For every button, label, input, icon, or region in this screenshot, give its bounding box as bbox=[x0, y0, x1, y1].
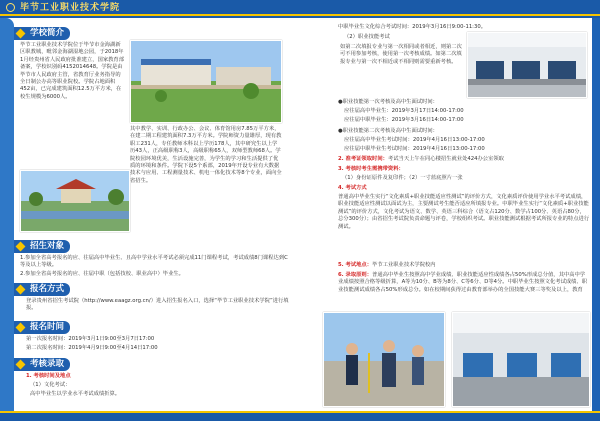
admission-ticket-label: 2. 准考证领取时间： bbox=[338, 156, 388, 162]
banner-stripe bbox=[0, 14, 600, 16]
exam-round1-title: ●职业技能第一次考核及高中生面试时间： bbox=[338, 99, 438, 105]
left-decoration bbox=[0, 18, 14, 421]
exam-round1-line1: 应往届高中毕业生：2019年3月17日14:00-17:00 bbox=[344, 108, 464, 114]
heading-exam: 考核录取 bbox=[14, 358, 70, 371]
materials-label: 3. 考核时考生需携带资料： bbox=[338, 166, 404, 172]
exam-location-text: 毕节工业职业技术学院校内 bbox=[372, 262, 436, 268]
heading-school-intro: 学校简介 bbox=[14, 27, 70, 40]
school-intro-para1: 毕节工业职业技术学院位于毕节市金海湖新区职教城，毗邻金海湖湿地公园，于2018年1月经贵州省人民政府批准建立，国家教育部备案，学校识别码4152014648。学院是由毕节市人民政府主管，省教育厅业务指导的全日制公办高等职业院校。学院占地面积452亩，已完成建筑面积12.5万平方米，在校生规模为6000人。 bbox=[20, 42, 125, 100]
bottom-stripe bbox=[0, 411, 600, 413]
admission-principle bbox=[338, 272, 590, 294]
admission-principle-label: 6. 录取原则： bbox=[338, 272, 373, 278]
exam-method-label: 4. 考试方式 bbox=[338, 185, 367, 191]
register-time-line1: 第一次报名时间：2019年3月1日9:00至3月7日17:00 bbox=[26, 336, 155, 342]
exam-method-text: 普通高中毕业生实行“文化素质+职业技能适应性测试”的评价方式，文化素质评价使用学业水平考试成绩，职业技能适应性测试以面试为主，主要测试考生能否适应所填报专业。中职毕业生实行“文化素质+职业技能测试”的评价方式，文化考试为语文、数学、英语三科综合（语文占120分、数学占100分、英语占80分，总分300分）；由省招生考试院负责命题与评卷，学校组织考试。职业技能测试根据考试所报专业的特点进行测试。 bbox=[338, 194, 590, 230]
lab-photo bbox=[467, 32, 587, 98]
exam-location-line bbox=[338, 262, 588, 269]
exam-round2-title: ●职业技能第二次考核及高中生面试时间： bbox=[338, 128, 438, 134]
exam-round1-line2: 应往届中职毕业生：2019年3月16日14:00-17:00 bbox=[344, 117, 464, 123]
heading-register: 报名方式 bbox=[14, 283, 70, 296]
admission-ticket-text: 考试当天上午在同心楼招生就业处424办公室领取 bbox=[387, 156, 504, 162]
admission-ticket-line bbox=[338, 156, 588, 163]
exam-sub1: 1. 考核时间及地点 bbox=[26, 373, 71, 379]
school-intro-para2: 其中教学、实训、行政办公、会议、体育馆用房7.85万平方米，在建二期工程建筑面积7.3万平方米。学院师资力量雄厚，现有教职工231人，专任教师本科以上学历178人，其中研究生以上学历43人，正高级职称3人，高级职称65人，双师型教师68人。学院校园环境优美，生活设施完善，为学生的学习和生活提供了优质的环境和条件。学院下设5个系部，2019年开设专业有大数据技术与应用、工程测量技术、机电一体化技术等8个专业，面向全省招生。 bbox=[130, 126, 282, 184]
exam-round2-line2: 应往届中职毕业生考试时间：2019年4月16日13:00-17:00 bbox=[344, 146, 485, 152]
admission-principle-text: 普通高中毕业生按照高中学业成绩、职业技能适应性成绩各占50%形成总分值，其中高中学业成绩按照合格等级折算，A等为10分、B等为8分、C等6分、D等4分。中职毕业生按照文化考试成绩、职业技能测试成绩各占50%形成总分。如在校期间获得过由教育部举办的全国技能大赛三等奖及以上，教育 bbox=[338, 272, 588, 293]
exam-location-label: 5. 考试地点： bbox=[338, 262, 373, 268]
register-text: 登录贵州省招生考试院（http://www.eaagz.org.cn/）进入招生报名入口，选择“毕节工业职业技术学院”进行填报。 bbox=[26, 298, 289, 312]
school-logo-icon bbox=[6, 3, 15, 12]
enroll-target-item1: 1.参加全省高考报名的应、往届高中毕业生、且高中学业水平考试必须完成11门课程考试，考试成绩8门课程达到C等及以上等级。 bbox=[20, 255, 288, 269]
survey-training-photo bbox=[323, 312, 445, 407]
heading-register-time: 报名时间 bbox=[14, 321, 70, 334]
right-line2: （2）职业技能考试 bbox=[344, 34, 390, 40]
exam-sub1a-text: 高中毕业生以学业水平考试成绩折算。 bbox=[30, 391, 121, 397]
top-banner bbox=[0, 0, 600, 18]
campus-photo-pavilion bbox=[20, 170, 130, 232]
right-line1: 中职毕业生文化综合考试时间：2019年3月16日9:00-11:30。 bbox=[338, 24, 487, 30]
materials-text: （1）身份证原件及复印件；（2）一寸蓝底照片一张 bbox=[342, 175, 463, 181]
page-title: 毕节工业职业技术学院 bbox=[20, 3, 121, 13]
exam-round2-line1: 应往届高中毕业生考试时间：2019年4月16日13:00-17:00 bbox=[344, 137, 485, 143]
workshop-photo bbox=[452, 312, 590, 407]
register-time-line2: 第二次报名时间：2019年4月9日9:00至4月14日17:00 bbox=[26, 345, 158, 351]
campus-photo-main bbox=[130, 40, 282, 123]
enroll-target-item2: 2.参加全省高考报名的应、往届中职（包括技校、职业高中）毕业生。 bbox=[20, 271, 184, 277]
bottom-banner bbox=[0, 411, 600, 421]
right-decoration bbox=[592, 18, 600, 421]
right-line3: 如第二次填报专业与第一次相同或者相近，则第二次可不用参加考核，使用第一次考核成绩。如第二次填报专业与第一次不相近或不相同则需要重新考核。 bbox=[340, 44, 462, 65]
exam-sub1a: （1）文化考试： bbox=[30, 382, 71, 388]
heading-enroll-target: 招生对象 bbox=[14, 240, 70, 253]
